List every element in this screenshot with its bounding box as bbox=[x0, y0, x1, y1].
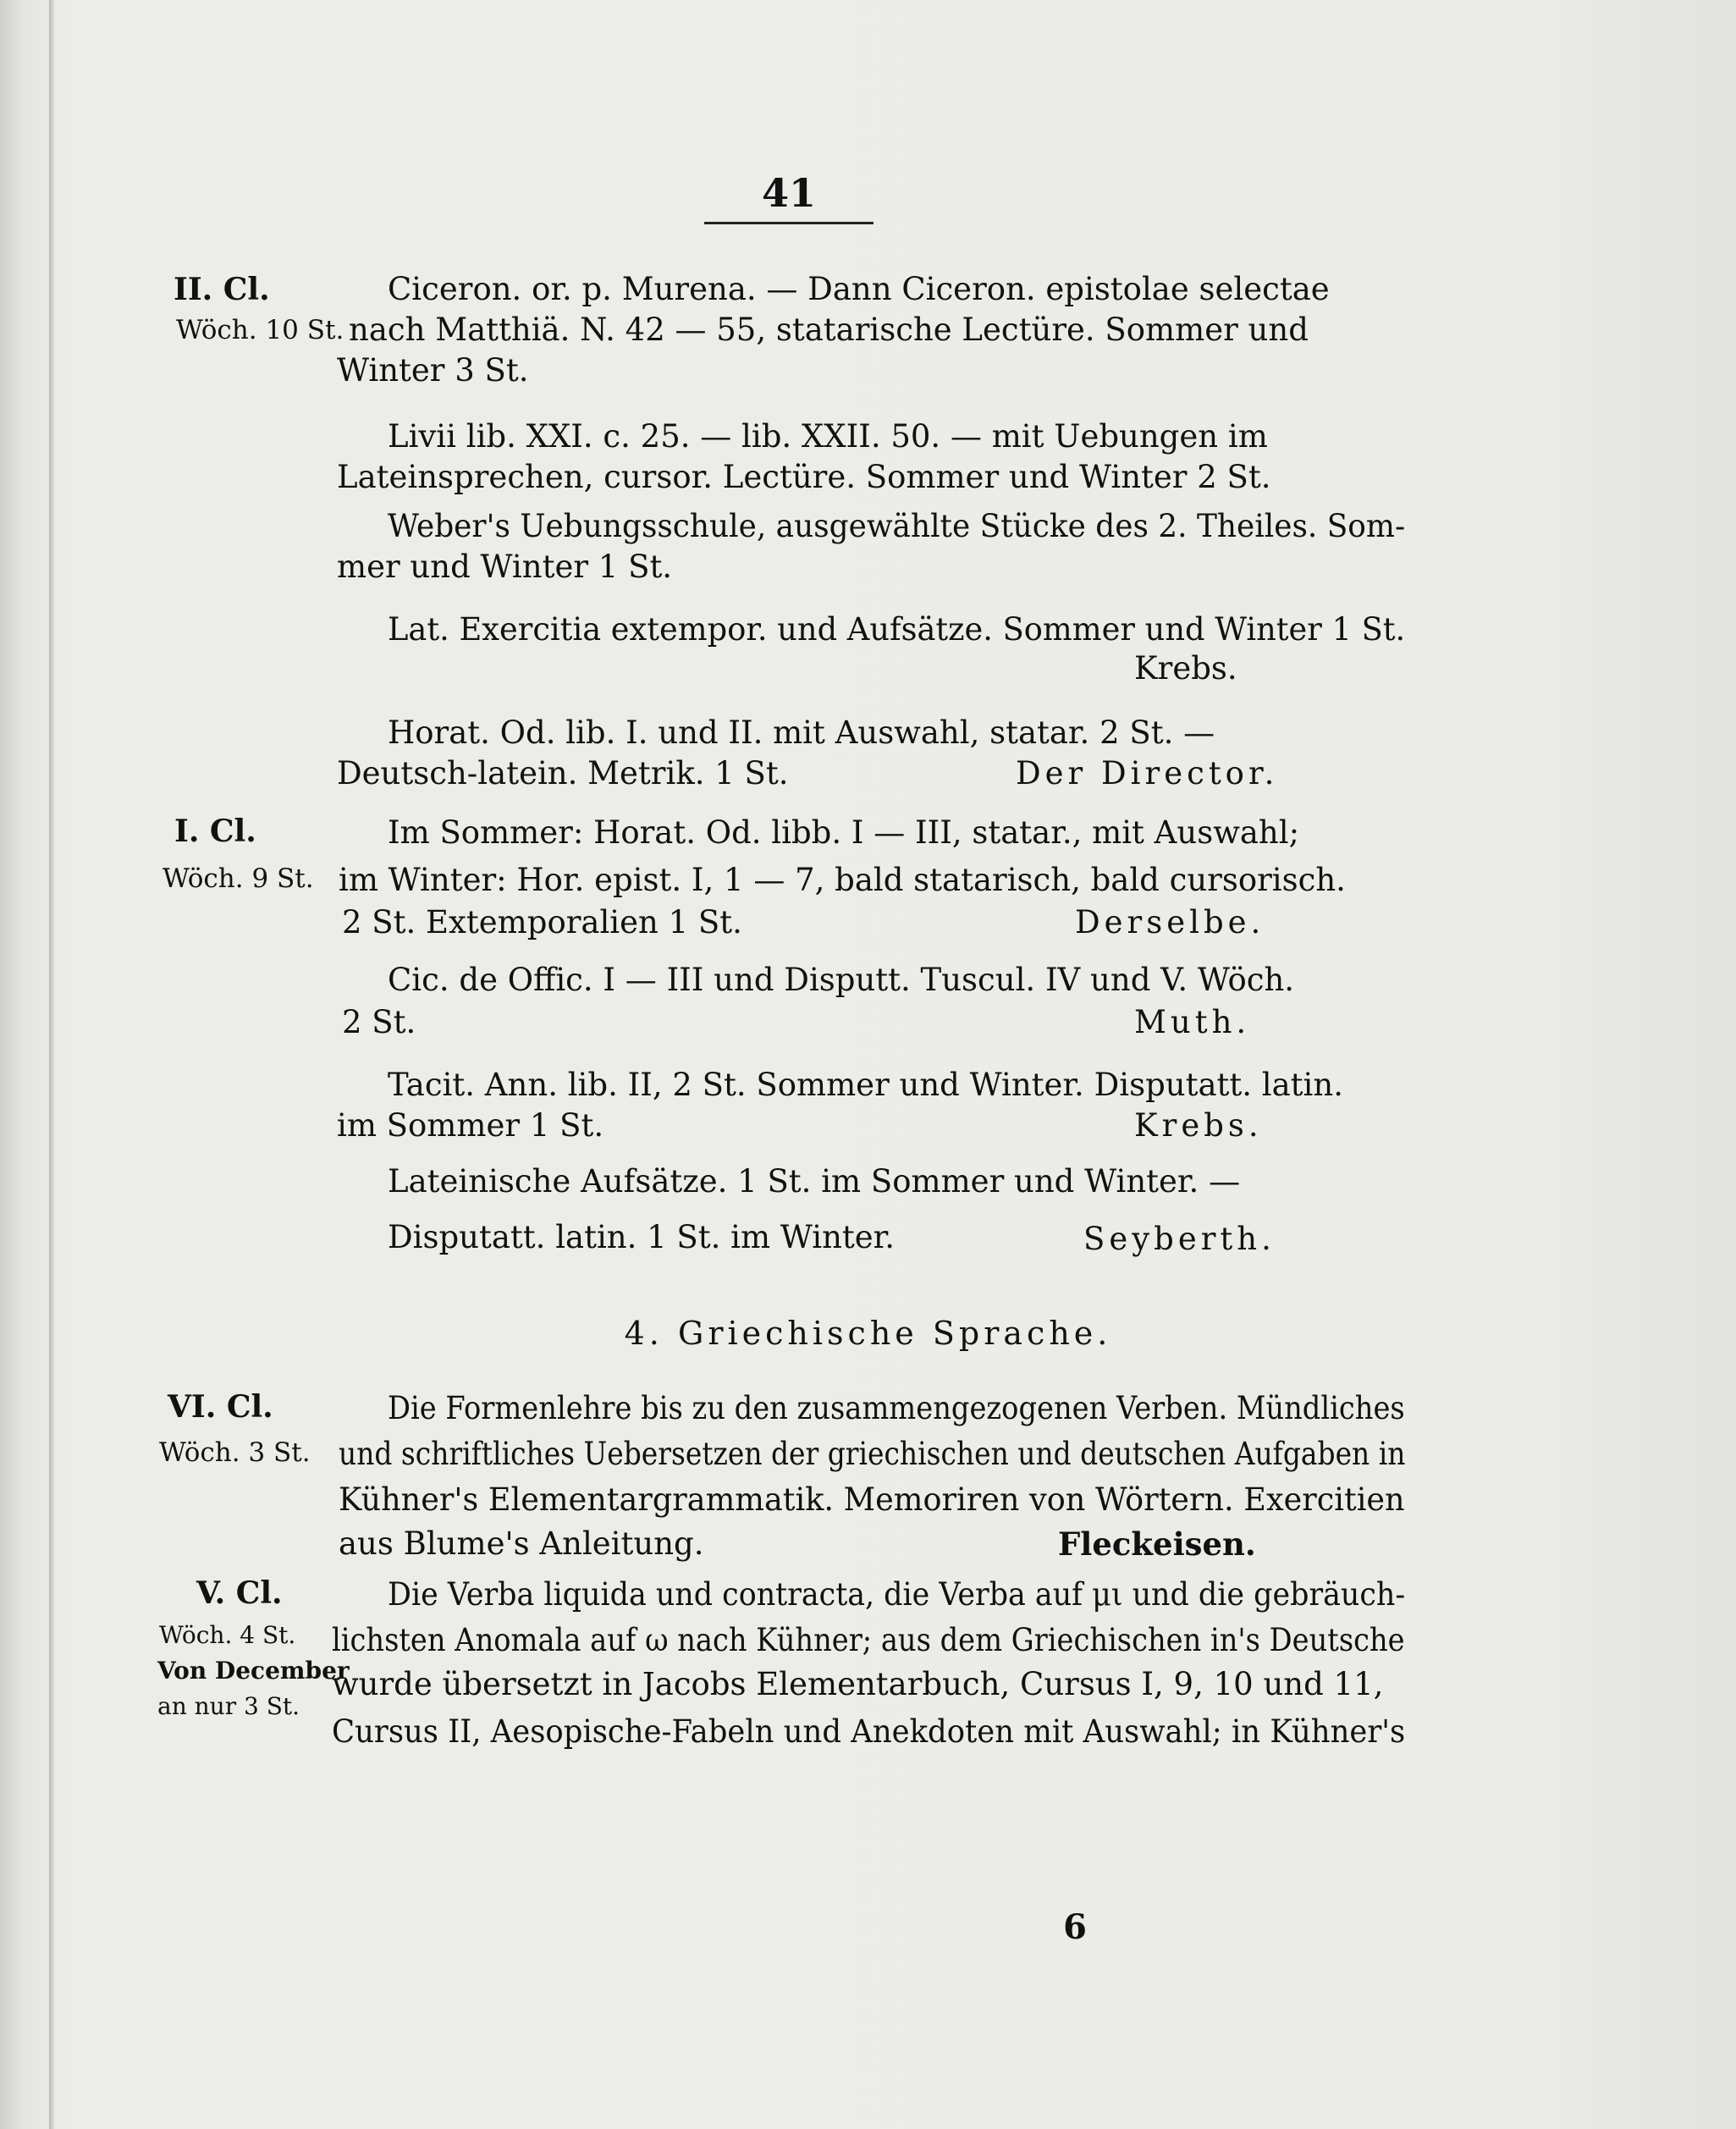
margin-note-reduced: an nur 3 St. bbox=[157, 1692, 300, 1720]
margin-hours-vi: Wöch. 3 St. bbox=[159, 1437, 311, 1468]
text-line-11: Deutsch-latein. Metrik. 1 St. bbox=[337, 755, 789, 791]
margin-class-ii: II. Cl. bbox=[174, 272, 270, 307]
text-line-5: Lateinsprechen, cursor. Lectüre. Sommer und Winter 2 St. bbox=[337, 459, 1271, 495]
text-line-23: Kühner's Elementargrammatik. Memoriren von Wörtern. Exercitien bbox=[339, 1481, 1405, 1518]
signature-krebs-2: Krebs. bbox=[1134, 1107, 1263, 1144]
text-line-26: lichsten Anomala auf ω nach Kühner; aus dem Griechischen in's Deutsche bbox=[332, 1622, 1405, 1658]
page-number: 41 bbox=[761, 170, 816, 216]
section-heading-greek: 4. Griechische Sprache. bbox=[624, 1315, 1112, 1352]
margin-hours-ii: Wöch. 10 St. bbox=[176, 315, 344, 345]
text-line-20: Disputatt. latin. 1 St. im Winter. bbox=[388, 1219, 896, 1255]
text-line-25: Die Verba liquida und contracta, die Verba auf μι und die gebräuch- bbox=[388, 1576, 1406, 1613]
text-line-19: Lateinische Aufsätze. 1 St. im Sommer und Winter. — bbox=[388, 1163, 1241, 1200]
signature-fleckeisen: Fleckeisen. bbox=[1058, 1525, 1256, 1563]
text-line-14: 2 St. Extemporalien 1 St. bbox=[342, 904, 742, 940]
text-line-22: und schriftliches Uebersetzen der griechischen und deutschen Aufgaben in bbox=[339, 1436, 1406, 1472]
text-line-8: Lat. Exercitia extempor. und Aufsätze. Sommer und Winter 1 St. bbox=[388, 611, 1406, 648]
text-line-3: Winter 3 St. bbox=[337, 352, 529, 389]
text-line-24: aus Blume's Anleitung. bbox=[339, 1525, 704, 1562]
signature-seyberth: Seyberth. bbox=[1083, 1221, 1276, 1257]
text-line-15: Cic. de Offic. I — III und Disputt. Tuscul. IV und V. Wöch. bbox=[388, 962, 1295, 998]
text-line-13: im Winter: Hor. epist. I, 1 — 7, bald statarisch, bald cursorisch. bbox=[339, 862, 1346, 898]
signature-director: Der Director. bbox=[1016, 755, 1279, 791]
text-line-10: Horat. Od. lib. I. und II. mit Auswahl, statar. 2 St. — bbox=[388, 714, 1215, 751]
text-line-6: Weber's Uebungsschule, ausgewählte Stücke des 2. Theiles. Som- bbox=[388, 508, 1406, 544]
text-line-28: Cursus II, Aesopische-Fabeln und Anekdoten mit Auswahl; in Kühner's bbox=[332, 1713, 1406, 1750]
signature-krebs-1: Krebs. bbox=[1134, 650, 1237, 687]
margin-note-december: Von December bbox=[157, 1657, 350, 1685]
signature-muth: Muth. bbox=[1134, 1004, 1251, 1040]
text-line-21: Die Formenlehre bis zu den zusammengezogenen Verben. Mündliches bbox=[388, 1390, 1405, 1426]
margin-hours-v: Wöch. 4 St. bbox=[159, 1621, 296, 1649]
margin-class-vi: VI. Cl. bbox=[168, 1389, 273, 1425]
text-line-1: Ciceron. or. p. Murena. — Dann Ciceron. epistolae selectae bbox=[388, 271, 1330, 307]
page-number-rule bbox=[704, 222, 874, 224]
text-line-27: wurde übersetzt in Jacobs Elementarbuch, Cursus I, 9, 10 und 11, bbox=[332, 1666, 1384, 1702]
margin-hours-i: Wöch. 9 St. bbox=[163, 863, 314, 894]
text-line-17: Tacit. Ann. lib. II, 2 St. Sommer und Winter. Disputatt. latin. bbox=[388, 1067, 1343, 1103]
text-line-12: Im Sommer: Horat. Od. libb. I — III, statar., mit Auswahl; bbox=[388, 814, 1300, 851]
signature-derselbe: Derselbe. bbox=[1075, 904, 1265, 940]
text-line-16: 2 St. bbox=[342, 1004, 416, 1040]
text-line-7: mer und Winter 1 St. bbox=[337, 549, 673, 585]
text-line-4: Livii lib. XXI. c. 25. — lib. XXII. 50. — mit Uebungen im bbox=[388, 418, 1268, 455]
text-line-18: im Sommer 1 St. bbox=[337, 1107, 604, 1144]
margin-class-v: V. Cl. bbox=[196, 1575, 283, 1611]
text-line-2: nach Matthiä. N. 42 — 55, statarische Lectüre. Sommer und bbox=[349, 312, 1309, 348]
margin-class-i: I. Cl. bbox=[174, 814, 256, 849]
printer-signature-mark: 6 bbox=[1063, 1907, 1087, 1947]
page-gutter-shadow bbox=[49, 0, 54, 2129]
